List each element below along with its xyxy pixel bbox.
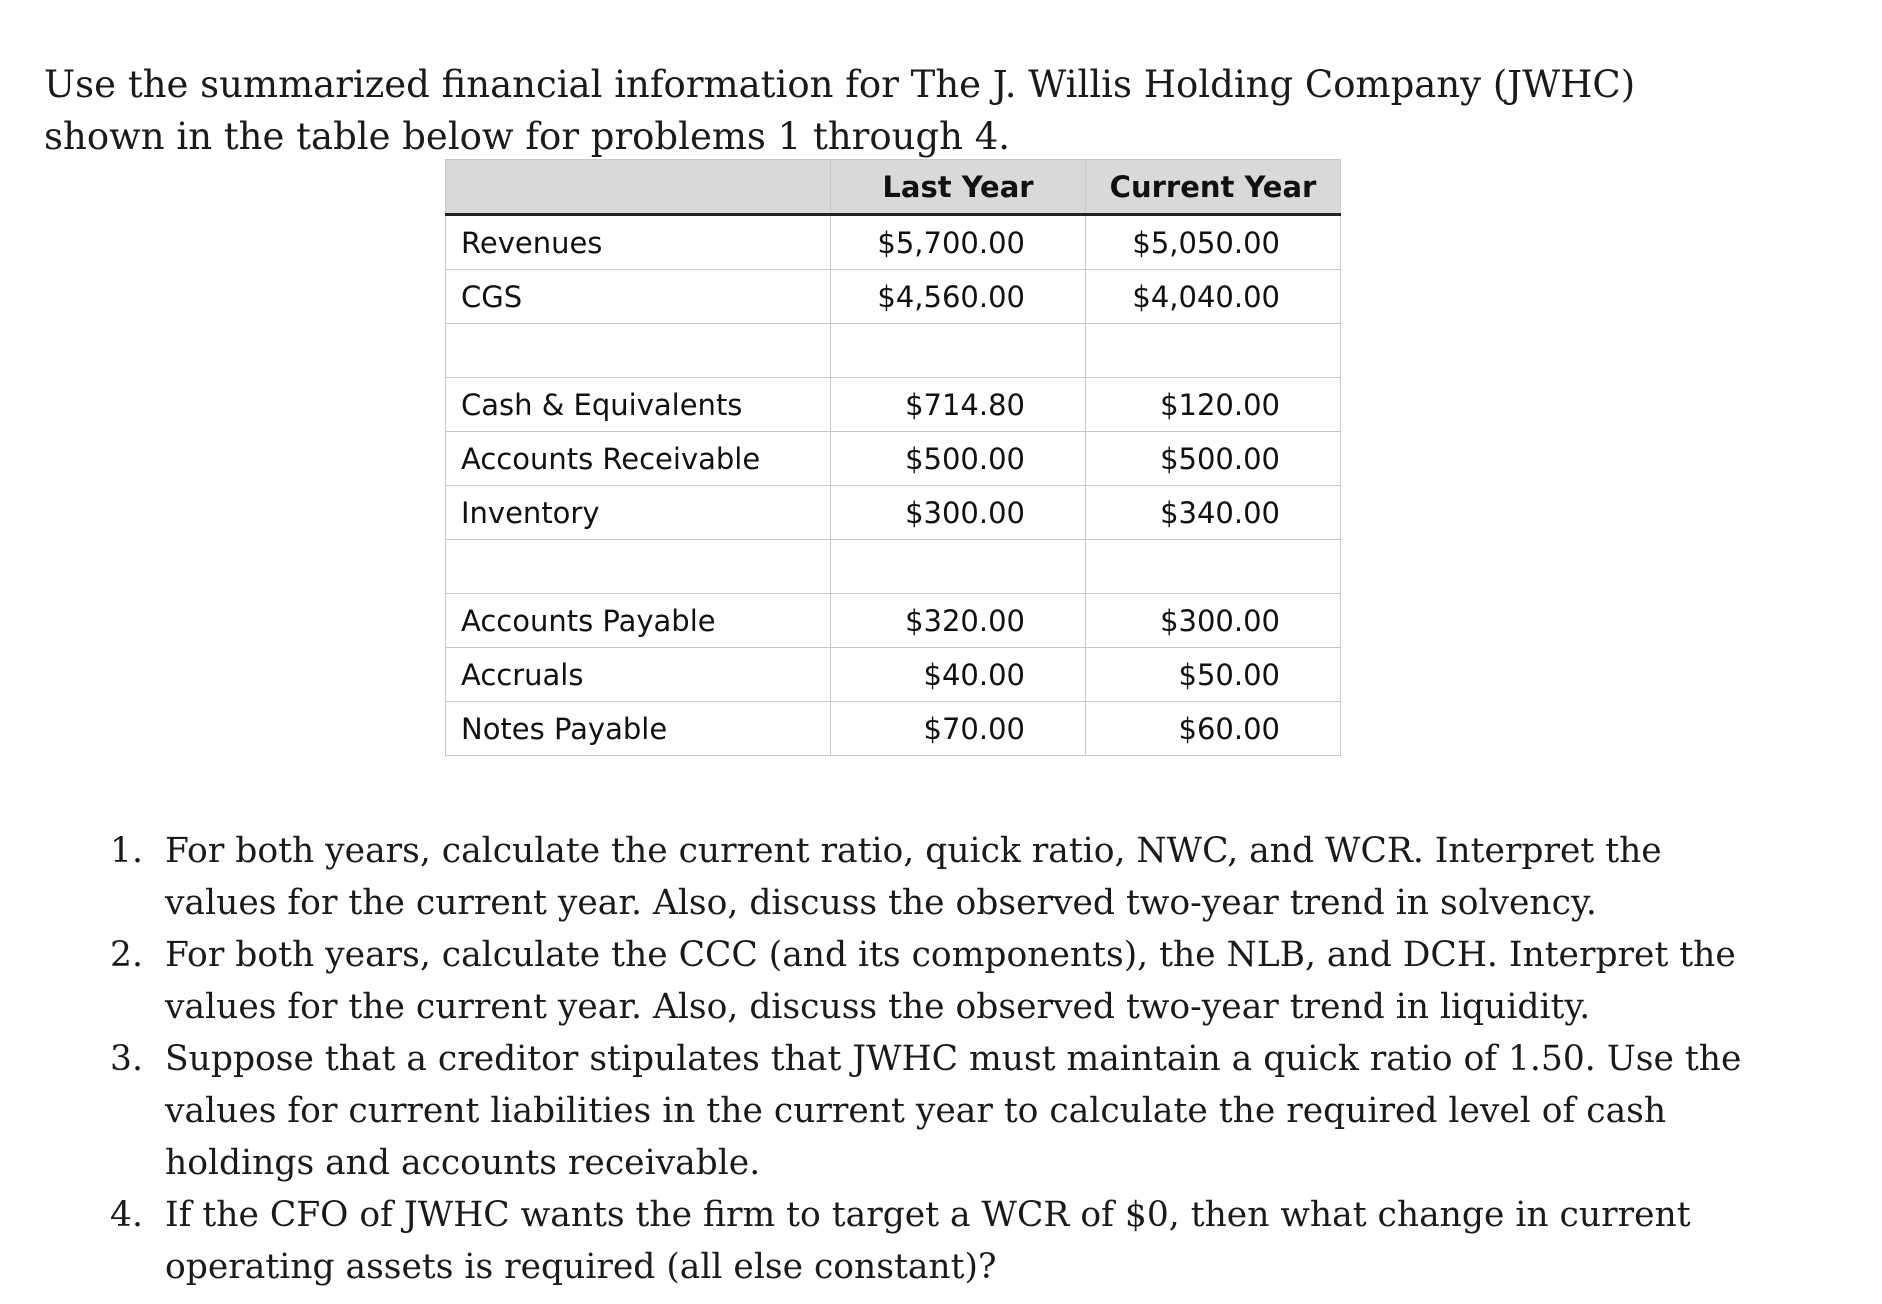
table-row-accounts-payable (446, 594, 1341, 648)
last-year-value (831, 540, 1086, 594)
row-label: Accounts Payable (446, 594, 831, 648)
table-row-spacer (446, 324, 1341, 378)
current-year-value: $120.00 (1086, 378, 1341, 432)
last-year-value: $300.00 (831, 486, 1086, 540)
problem-text: If the CFO of JWHC wants the firm to target a WCR of $0, then what change in current operating assets is required (all else constant)? (165, 1195, 1691, 1287)
current-year-value (1086, 324, 1341, 378)
current-year-value (1086, 540, 1341, 594)
row-label: Cash & Equivalents (446, 378, 831, 432)
last-year-value: $320.00 (831, 594, 1086, 648)
problem-item (110, 1033, 1750, 1189)
financial-table-container (445, 159, 1341, 756)
problem-list (110, 825, 1750, 1293)
current-year-value: $4,040.00 (1086, 270, 1341, 324)
header-label-cell (446, 160, 831, 215)
current-year-value: $50.00 (1086, 648, 1341, 702)
problem-number: 1. (110, 831, 143, 871)
last-year-value: $714.80 (831, 378, 1086, 432)
problem-item (110, 929, 1750, 1033)
last-year-value (831, 324, 1086, 378)
table-row-spacer (446, 540, 1341, 594)
row-label: Revenues (446, 215, 831, 270)
table-row-cash (446, 378, 1341, 432)
table-row-accounts-receivable (446, 432, 1341, 486)
row-label (446, 540, 831, 594)
row-label (446, 324, 831, 378)
current-year-value: $60.00 (1086, 702, 1341, 756)
problem-text: For both years, calculate the current ratio, quick ratio, NWC, and WCR. Interpret the values for the current year. Also, discuss the observed two-year trend in solvency. (165, 831, 1662, 923)
header-last-year: Last Year (831, 160, 1086, 215)
current-year-value: $500.00 (1086, 432, 1341, 486)
current-year-value: $5,050.00 (1086, 215, 1341, 270)
current-year-value: $300.00 (1086, 594, 1341, 648)
table-row-accruals (446, 648, 1341, 702)
intro-paragraph: Use the summarized financial information for The J. Willis Holding Company (JWHC) shown in the table below for problems 1 through 4. (44, 63, 1636, 158)
row-label: Notes Payable (446, 702, 831, 756)
problem-item (110, 825, 1750, 929)
last-year-value: $5,700.00 (831, 215, 1086, 270)
problem-item (110, 1189, 1750, 1293)
last-year-value: $70.00 (831, 702, 1086, 756)
problem-text: Suppose that a creditor stipulates that JWHC must maintain a quick ratio of 1.50. Use the values for current liabilities in the current year to calculate the required level of cash holdings and accounts receivable. (165, 1039, 1742, 1183)
row-label: Inventory (446, 486, 831, 540)
problem-number: 2. (110, 935, 143, 975)
last-year-value: $4,560.00 (831, 270, 1086, 324)
table-row-revenues (446, 215, 1341, 270)
last-year-value: $500.00 (831, 432, 1086, 486)
last-year-value: $40.00 (831, 648, 1086, 702)
financial-summary-table (445, 159, 1341, 756)
row-label: Accruals (446, 648, 831, 702)
row-label: Accounts Receivable (446, 432, 831, 486)
header-current-year: Current Year (1086, 160, 1341, 215)
problem-text: For both years, calculate the CCC (and its components), the NLB, and DCH. Interpret the values for the current year. Also, discuss the observed two-year trend in liquidity. (165, 935, 1736, 1027)
table-row-inventory (446, 486, 1341, 540)
table-row-notes-payable (446, 702, 1341, 756)
row-label: CGS (446, 270, 831, 324)
current-year-value: $340.00 (1086, 486, 1341, 540)
problem-number: 4. (110, 1195, 143, 1235)
problem-number: 3. (110, 1039, 143, 1079)
table-header-row (446, 160, 1341, 215)
table-row-cgs (446, 270, 1341, 324)
